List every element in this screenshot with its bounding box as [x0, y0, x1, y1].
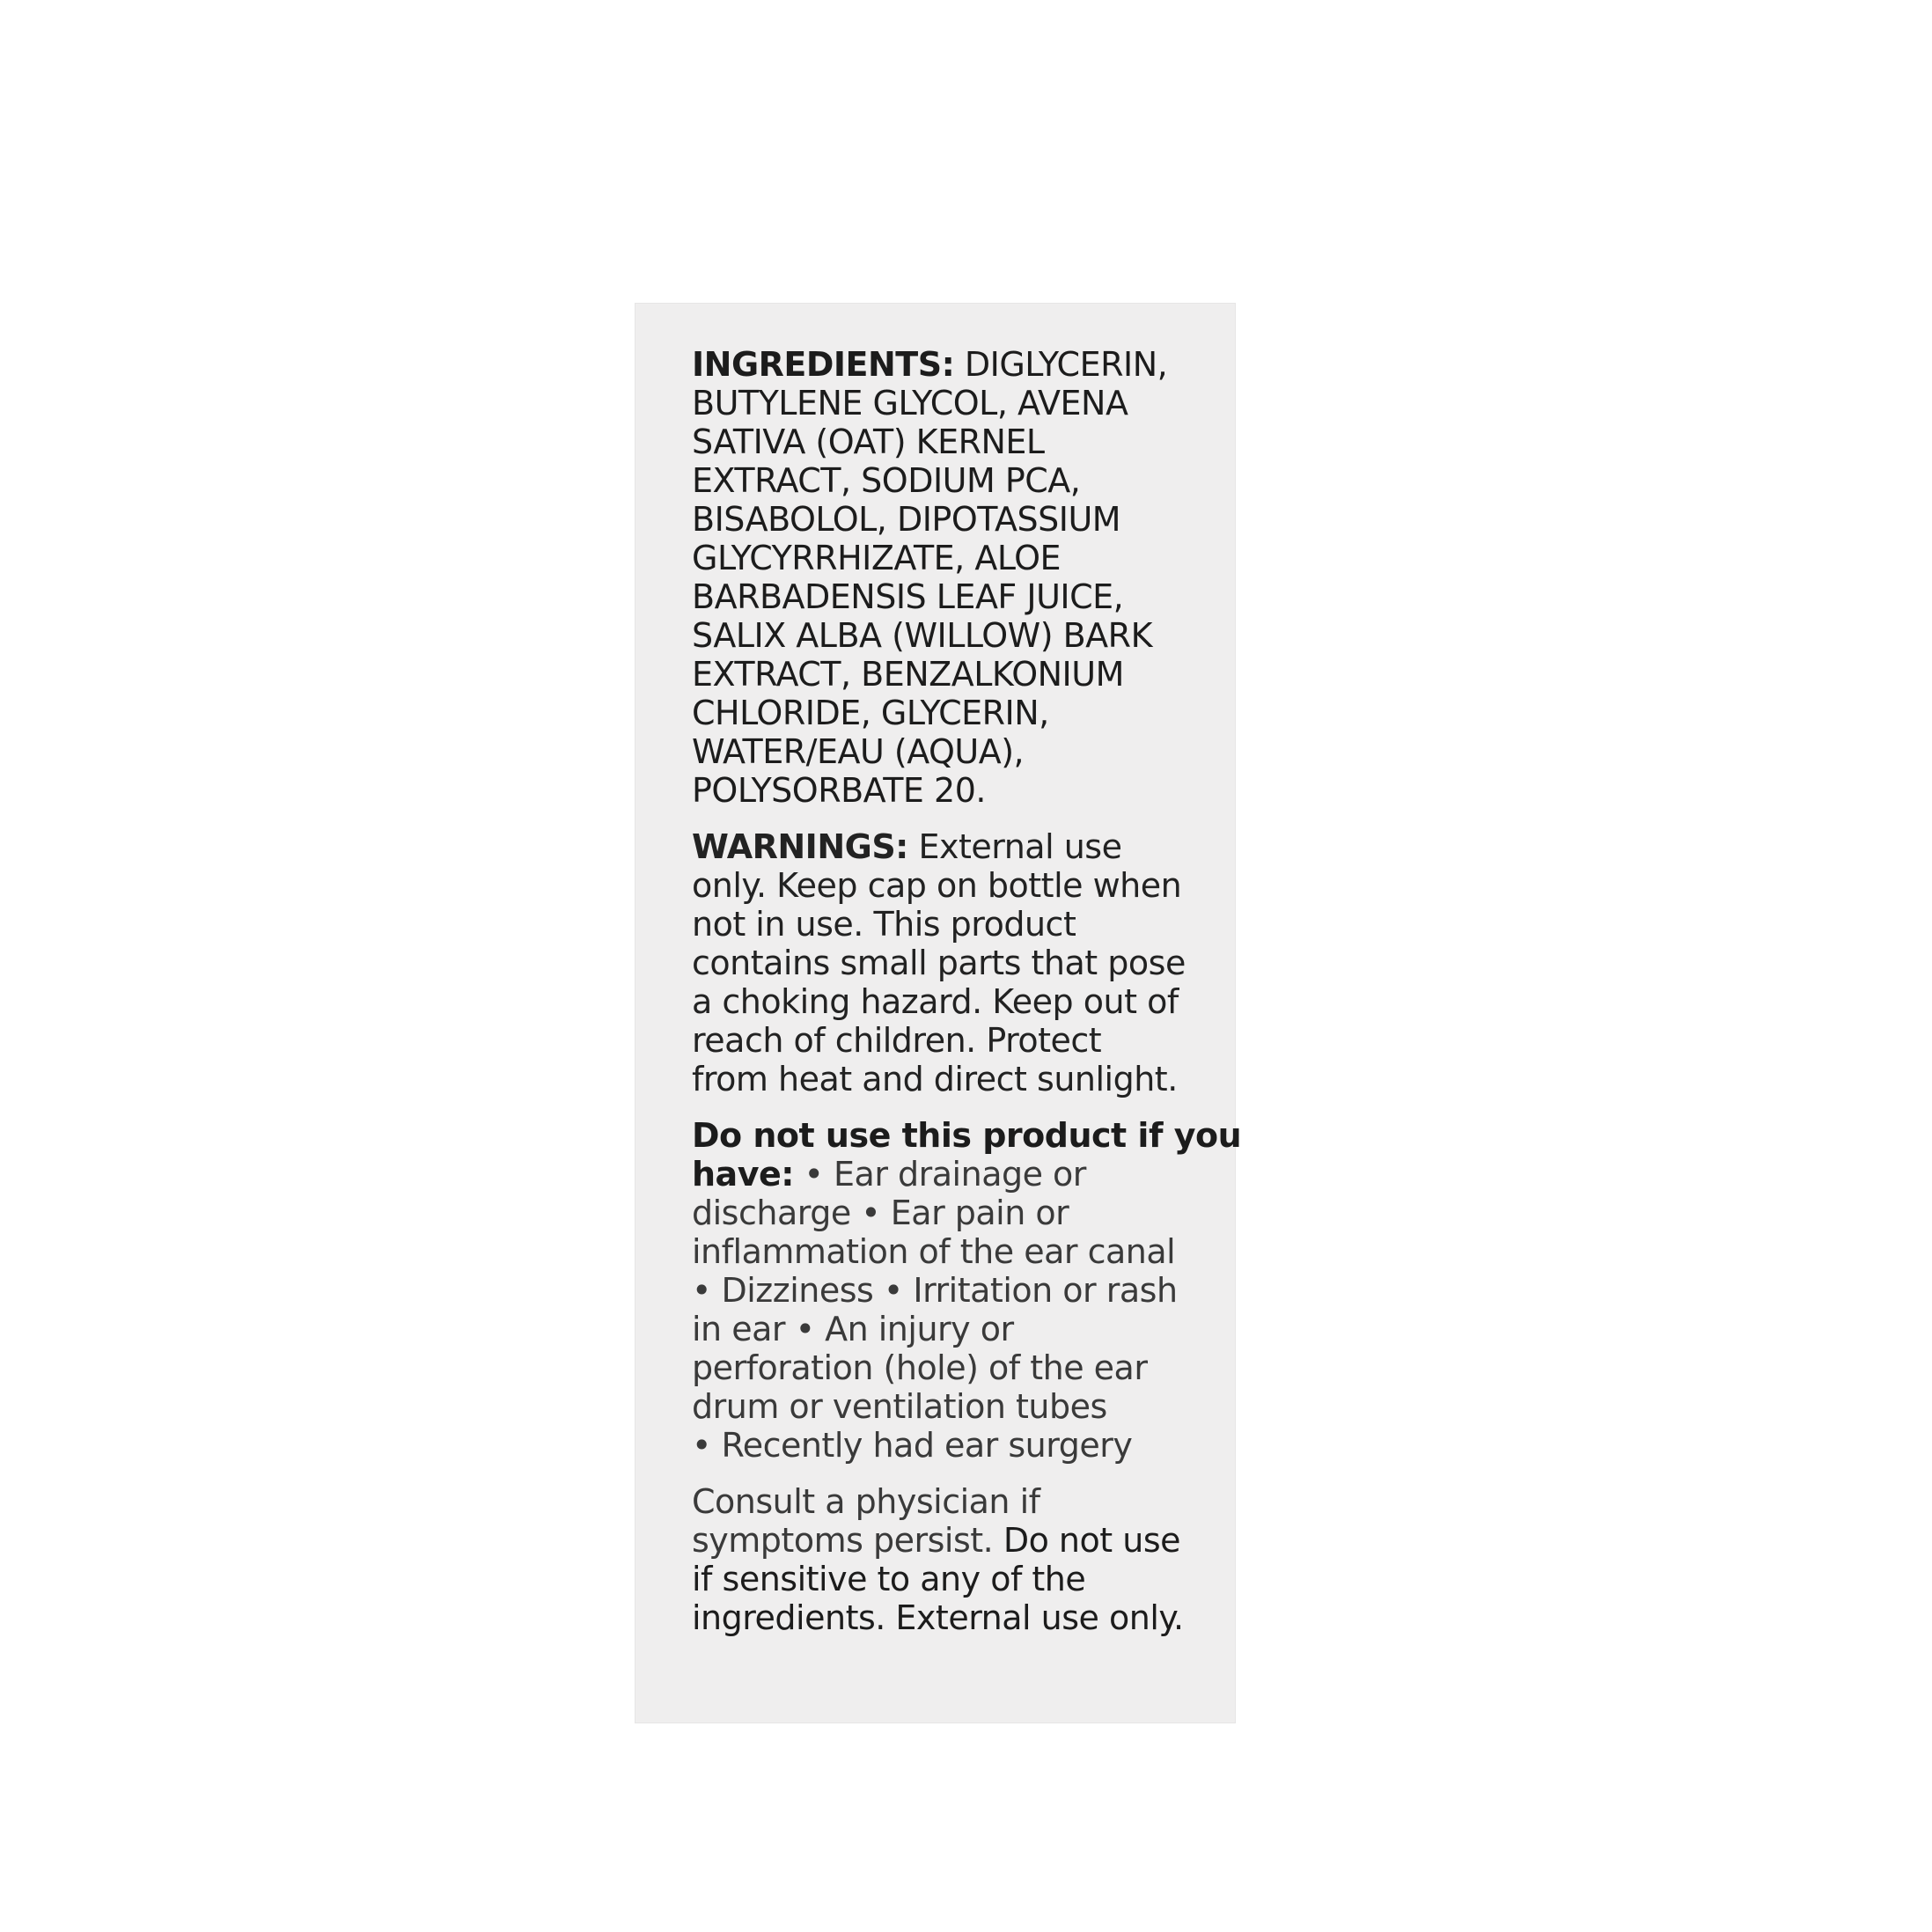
ingredients-line: CHLORIDE, GLYCERIN, [692, 694, 1049, 732]
ingredients-line: EXTRACT, SODIUM PCA, [692, 461, 1081, 500]
label-text [692, 345, 1242, 1637]
do-not-use-line: perforation (hole) of the ear [692, 1348, 1148, 1387]
warnings-heading: WARNINGS: [692, 827, 908, 866]
do-not-use-section [692, 1116, 1242, 1465]
ingredients-section [692, 345, 1220, 810]
do-not-use-heading-end: have: [692, 1155, 794, 1194]
consult-line-emphasis: Do not use [1003, 1521, 1180, 1560]
warnings-line: reach of children. Protect [692, 1021, 1102, 1060]
warnings-line: from heat and direct sunlight. [692, 1060, 1178, 1098]
consult-line: ingredients. External use only. [692, 1598, 1184, 1637]
do-not-use-line: • Ear drainage or [804, 1155, 1086, 1194]
do-not-use-line: • Recently had ear surgery [692, 1426, 1133, 1465]
do-not-use-line: in ear • An injury or [692, 1310, 1014, 1348]
ingredients-line: DIGLYCERIN, [964, 345, 1168, 384]
warnings-line: only. Keep cap on bottle when [692, 866, 1182, 905]
warnings-section [692, 827, 1220, 1098]
ingredients-line: EXTRACT, BENZALKONIUM [692, 655, 1124, 694]
consult-line: Consult a physician if [692, 1482, 1040, 1521]
do-not-use-heading: Do not use this product if you [692, 1116, 1242, 1155]
ingredients-line: WATER/EAU (AQUA), [692, 732, 1025, 771]
ingredients-line: BISABOLOL, DIPOTASSIUM [692, 500, 1121, 539]
warnings-line: External use [918, 827, 1122, 866]
ingredients-line: POLYSORBATE 20. [692, 771, 986, 810]
consult-section [692, 1482, 1220, 1637]
warnings-line: a choking hazard. Keep out of [692, 982, 1179, 1021]
do-not-use-line: drum or ventilation tubes [692, 1387, 1107, 1426]
ingredients-line: SATIVA (OAT) KERNEL [692, 422, 1045, 461]
warnings-line: not in use. This product [692, 905, 1076, 944]
ingredients-line: GLYCYRRHIZATE, ALOE [692, 539, 1061, 577]
do-not-use-line: discharge • Ear pain or [692, 1194, 1069, 1232]
ingredients-line: SALIX ALBA (WILLOW) BARK [692, 616, 1152, 655]
consult-line: symptoms persist. [692, 1521, 994, 1560]
ingredients-heading: INGREDIENTS: [692, 345, 955, 384]
product-label-panel [635, 303, 1242, 1723]
consult-line: if sensitive to any of the [692, 1560, 1086, 1598]
ingredients-line: BARBADENSIS LEAF JUICE, [692, 577, 1124, 616]
ingredients-line: BUTYLENE GLYCOL, AVENA [692, 384, 1128, 422]
warnings-line: contains small parts that pose [692, 944, 1186, 982]
do-not-use-line: inflammation of the ear canal [692, 1232, 1176, 1271]
do-not-use-line: • Dizziness • Irritation or rash [692, 1271, 1178, 1310]
